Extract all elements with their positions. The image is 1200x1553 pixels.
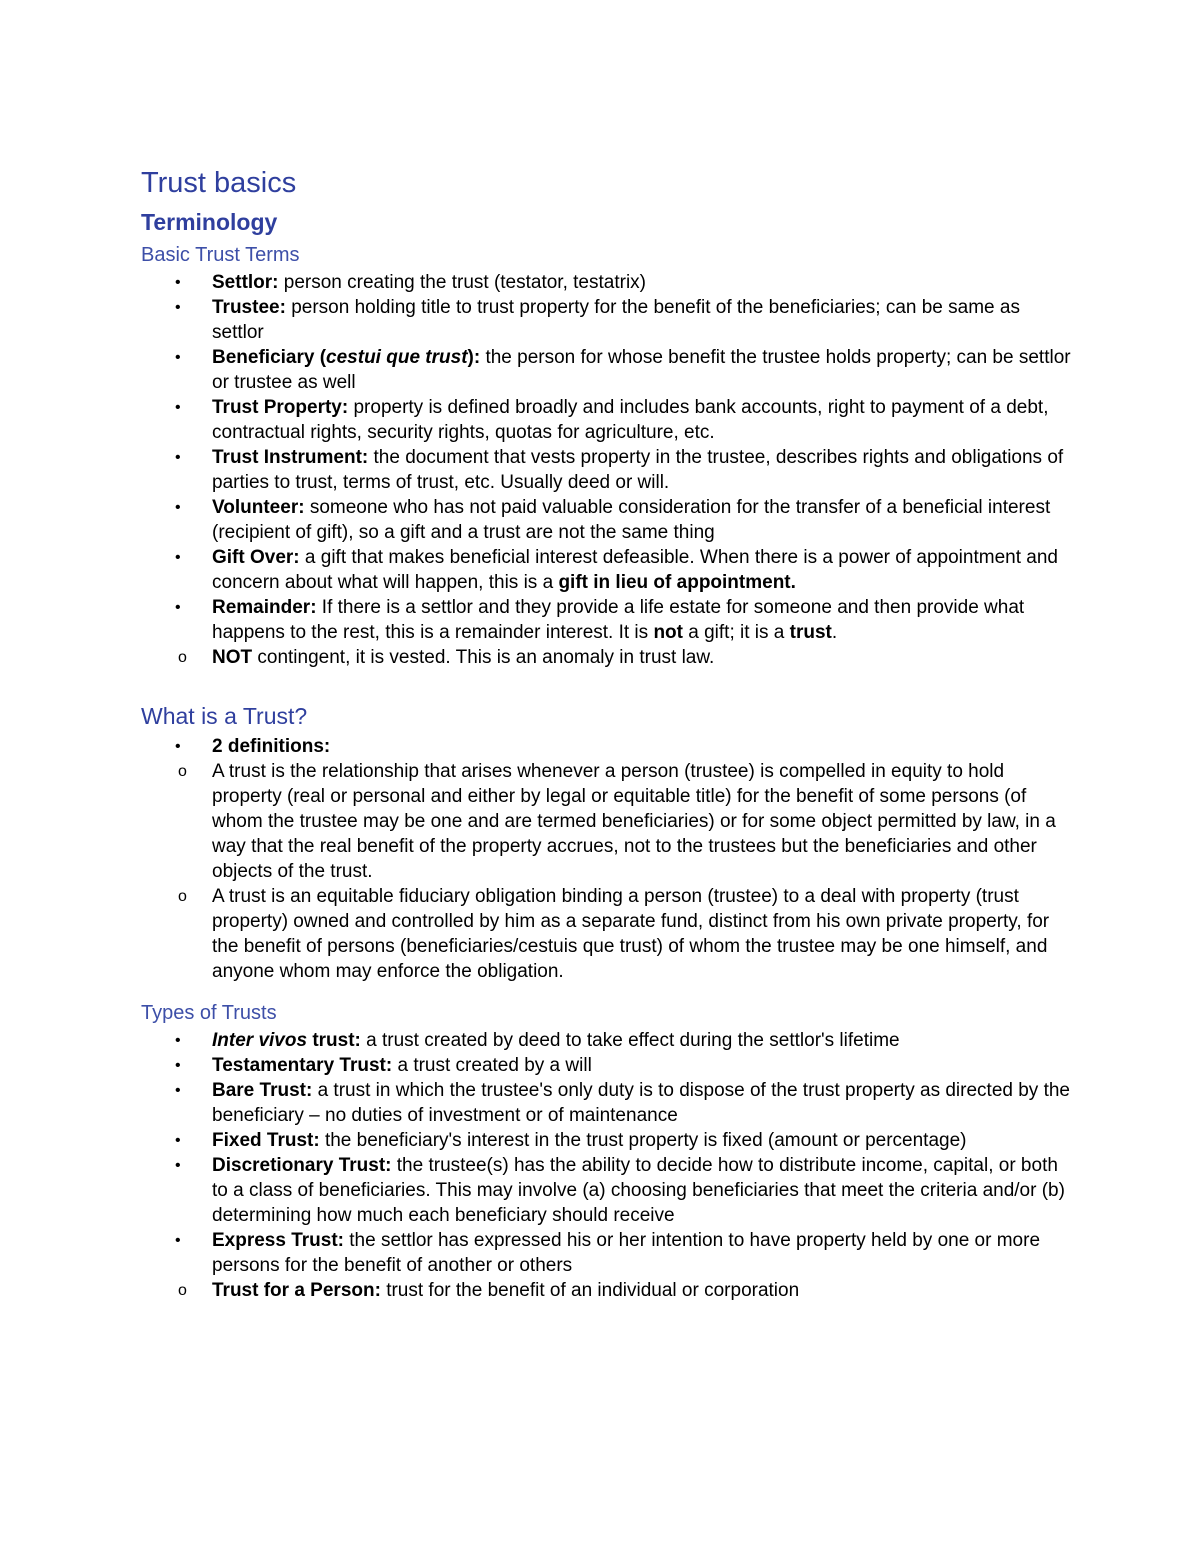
term-definition: person creating the trust (testator, testatrix) bbox=[278, 272, 646, 293]
list-item bbox=[141, 1228, 1071, 1278]
bullet-icon: • bbox=[175, 399, 181, 416]
definitions-list bbox=[141, 734, 1071, 759]
definition-text: A trust is an equitable fiduciary obligation binding a person (trustee) to a deal with property (trust property) owned and controlled by him as a separate fund, distinct from his own private property, for the benefit of persons (beneficiaries/cestuis que trust) of whom the trustee may be one himself, and anyone whom may enforce the obligation. bbox=[212, 886, 1050, 982]
types-list bbox=[141, 1028, 1071, 1278]
term-definition: a trust created by a will bbox=[392, 1055, 592, 1076]
definition-text: A trust is the relationship that arises whenever a person (trustee) is compelled in equity to hold property (real or personal and either by legal or equitable title) for the benefit of some persons (of whom the trustee may be one and are termed beneficiaries) or for some object permitted by law, in a way that the real benefit of the property accrues, not to the trustees but the beneficiaries and other objects of the trust. bbox=[212, 761, 1056, 882]
list-item bbox=[141, 1028, 1071, 1053]
term-definition: someone who has not paid valuable consideration for the transfer of a beneficial interest (recipient of gift), so a gift and a trust are not the same thing bbox=[212, 497, 1051, 543]
bullet-icon: • bbox=[175, 738, 181, 755]
list-item bbox=[141, 645, 1071, 670]
term-definition: the trustee(s) has the ability to decide how to distribute income, capital, or both to a class of beneficiaries. This may involve (a) choosing beneficiaries that meet the criteria and/or (b) determining how much each beneficiary should receive bbox=[212, 1155, 1065, 1226]
term-definition: a trust in which the trustee's only duty is to dispose of the trust property as directed by the beneficiary – no duties of investment or of maintenance bbox=[212, 1080, 1070, 1126]
term-label: Volunteer: bbox=[212, 497, 305, 518]
term-label: Discretionary Trust: bbox=[212, 1155, 392, 1176]
document-title: Trust basics bbox=[141, 167, 297, 199]
list-item bbox=[141, 345, 1071, 395]
term-label: Testamentary Trust: bbox=[212, 1055, 393, 1076]
term-emphasis: not bbox=[653, 622, 683, 643]
term-emphasis: gift in lieu of appointment. bbox=[558, 572, 796, 593]
list-item bbox=[141, 295, 1071, 345]
bullet-icon: • bbox=[175, 299, 181, 316]
term-label: Remainder: bbox=[212, 597, 317, 618]
term-label: Express Trust: bbox=[212, 1230, 344, 1251]
section-spacer bbox=[141, 984, 1071, 998]
term-label bbox=[212, 1030, 361, 1051]
bullet-icon: • bbox=[175, 1082, 181, 1099]
basic-terms-heading: Basic Trust Terms bbox=[141, 244, 300, 266]
bullet-icon: • bbox=[175, 349, 181, 366]
express-sublist bbox=[141, 1278, 1071, 1303]
list-item bbox=[141, 734, 1071, 759]
what-is-trust-heading: What is a Trust? bbox=[141, 703, 308, 729]
term-definition: trust for the benefit of an individual or corporation bbox=[380, 1280, 800, 1301]
bullet-icon: • bbox=[175, 599, 181, 616]
term-label: Settlor: bbox=[212, 272, 279, 293]
bullet-icon: • bbox=[175, 1057, 181, 1074]
term-definition: . bbox=[831, 622, 838, 643]
list-item bbox=[141, 1128, 1071, 1153]
list-item bbox=[141, 1053, 1071, 1078]
term-definition: a trust created by deed to take effect during the settlor's lifetime bbox=[360, 1030, 900, 1051]
term-label-italic: cestui que trust bbox=[326, 347, 468, 368]
bullet-icon: • bbox=[175, 1132, 181, 1149]
term-definition: property is defined broadly and includes bank accounts, right to payment of a debt, contractual rights, security rights, quotas for agriculture, etc. bbox=[212, 397, 1049, 443]
term-definition: If there is a settlor and they provide a life estate for someone and then provide what happens to the rest, this is a remainder interest. It is bbox=[212, 597, 1025, 643]
term-label: Trustee: bbox=[212, 297, 286, 318]
term-emphasis: trust bbox=[789, 622, 832, 643]
remainder-sublist bbox=[141, 645, 1071, 670]
list-item bbox=[141, 545, 1071, 595]
term-label-part: Beneficiary ( bbox=[212, 347, 327, 368]
list-item bbox=[141, 1278, 1071, 1303]
term-label: Trust Instrument: bbox=[212, 447, 369, 468]
list-item bbox=[141, 445, 1071, 495]
term-label: Fixed Trust: bbox=[212, 1130, 320, 1151]
document-page bbox=[141, 162, 1071, 1303]
bullet-icon: • bbox=[175, 1032, 181, 1049]
list-item bbox=[141, 270, 1071, 295]
term-label: Bare Trust: bbox=[212, 1080, 313, 1101]
list-item bbox=[141, 395, 1071, 445]
term-emphasis: NOT bbox=[212, 647, 253, 668]
term-definition: a gift; it is a bbox=[682, 622, 790, 643]
list-item bbox=[141, 1078, 1071, 1128]
definitions-label: 2 definitions: bbox=[212, 736, 331, 757]
term-label-part: ): bbox=[467, 347, 481, 368]
bullet-icon: • bbox=[175, 449, 181, 466]
term-definition: a gift that makes beneficial interest defeasible. When there is a power of appointment and concern about what will happen, this is a bbox=[212, 547, 1058, 593]
list-item bbox=[141, 759, 1071, 884]
definitions-sublist bbox=[141, 759, 1071, 984]
term-label: Gift Over: bbox=[212, 547, 300, 568]
term-definition: the settlor has expressed his or her intention to have property held by one or more persons for the benefit of another or others bbox=[212, 1230, 1041, 1276]
sub-bullet-icon: o bbox=[178, 649, 187, 666]
sub-bullet-icon: o bbox=[178, 1282, 187, 1299]
terminology-heading: Terminology bbox=[141, 209, 278, 235]
bullet-icon: • bbox=[175, 1157, 181, 1174]
list-item bbox=[141, 595, 1071, 645]
bullet-icon: • bbox=[175, 549, 181, 566]
types-heading: Types of Trusts bbox=[141, 1002, 277, 1024]
term-definition: contingent, it is vested. This is an anomaly in trust law. bbox=[252, 647, 715, 668]
term-label: Trust Property: bbox=[212, 397, 349, 418]
term-definition: the beneficiary's interest in the trust property is fixed (amount or percentage) bbox=[319, 1130, 967, 1151]
basic-terms-list bbox=[141, 270, 1071, 645]
term-definition: the person for whose benefit the trustee holds property; can be settlor or trustee as well bbox=[212, 347, 1071, 393]
section-spacer bbox=[141, 670, 1071, 698]
list-item bbox=[141, 495, 1071, 545]
list-item bbox=[141, 1153, 1071, 1228]
term-label-part: trust: bbox=[307, 1030, 361, 1051]
term-definition: the document that vests property in the trustee, describes rights and obligations of parties to trust, terms of trust, etc. Usually deed or will. bbox=[212, 447, 1064, 493]
list-item bbox=[141, 884, 1071, 984]
sub-bullet-icon: o bbox=[178, 763, 187, 780]
term-label bbox=[212, 347, 480, 368]
term-definition: person holding title to trust property for the benefit of the beneficiaries; can be same as settlor bbox=[212, 297, 1020, 343]
term-label-italic: Inter vivos bbox=[212, 1030, 308, 1051]
sub-bullet-icon: o bbox=[178, 888, 187, 905]
bullet-icon: • bbox=[175, 1232, 181, 1249]
term-label: Trust for a Person: bbox=[212, 1280, 381, 1301]
bullet-icon: • bbox=[175, 499, 181, 516]
bullet-icon: • bbox=[175, 274, 181, 291]
